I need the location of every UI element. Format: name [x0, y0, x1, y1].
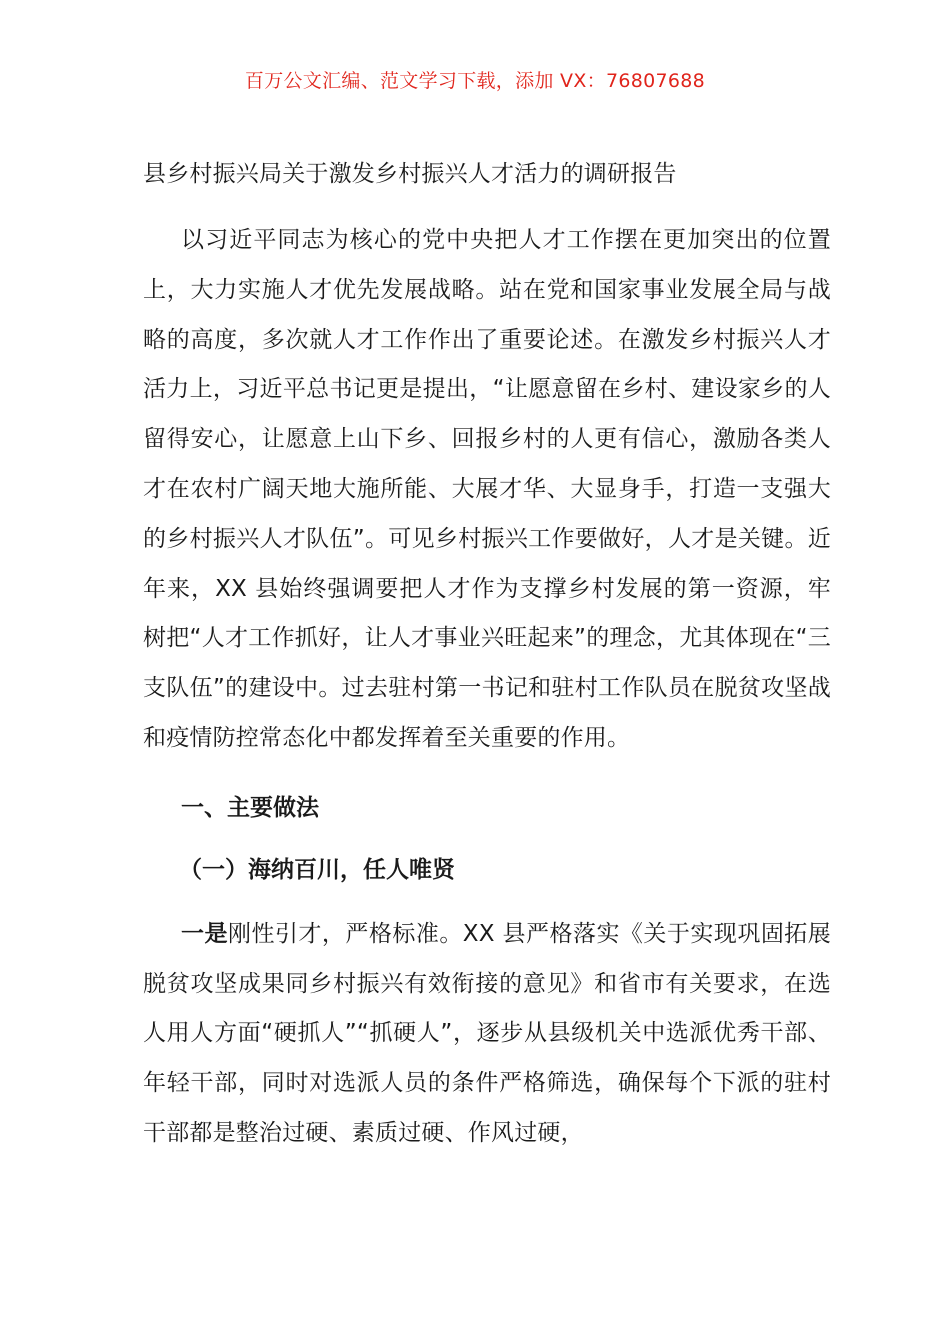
watermark-banner: 百万公文汇编、范文学习下载，添加 VX：76807688	[244, 70, 706, 92]
document-body	[143, 156, 831, 1159]
item-paragraph-1	[143, 910, 831, 1159]
section-heading-main-practices: 一、主要做法	[181, 794, 319, 821]
item-lead-label: 一是	[181, 920, 228, 947]
subsection-heading-1: （一）海纳百川，任人唯贤	[179, 856, 455, 883]
item-body-text: 刚性引才，严格标准。XX 县严格落实《关于实现巩固拓展脱贫攻坚成果同乡村振兴有效衔接的意见》和省市有关要求，在选人用人方面“硬抓人”“抓硬人”，逐步从县级机关中选派优秀干部、年轻干部，同时对选派人员的条件严格筛选，确保每个下派的驻村干部都是整治过硬、素质过硬、作风过硬，	[143, 920, 831, 1146]
intro-paragraph: 以习近平同志为核心的党中央把人才工作摆在更加突出的位置上，大力实施人才优先发展战略。站在党和国家事业发展全局与战略的高度，多次就人才工作作出了重要论述。在激发乡村振兴人才活力上，习近平总书记更是提出，“让愿意留在乡村、建设家乡的人留得安心，让愿意上山下乡、回报乡村的人更有信心，激励各类人才在农村广阔天地大施所能、大展才华、大显身手，打造一支强大的乡村振兴人才队伍”。可见乡村振兴工作要做好，人才是关键。近年来，XX 县始终强调要把人才作为支撑乡村发展的第一资源，牢树把“人才工作抓好，让人才事业兴旺起来”的理念，尤其体现在“三支队伍”的建设中。过去驻村第一书记和驻村工作队员在脱贫攻坚战和疫情防控常态化中都发挥着至关重要的作用。	[143, 227, 831, 751]
document-title: 县乡村振兴局关于激发乡村振兴人才活力的调研报告	[143, 161, 677, 187]
